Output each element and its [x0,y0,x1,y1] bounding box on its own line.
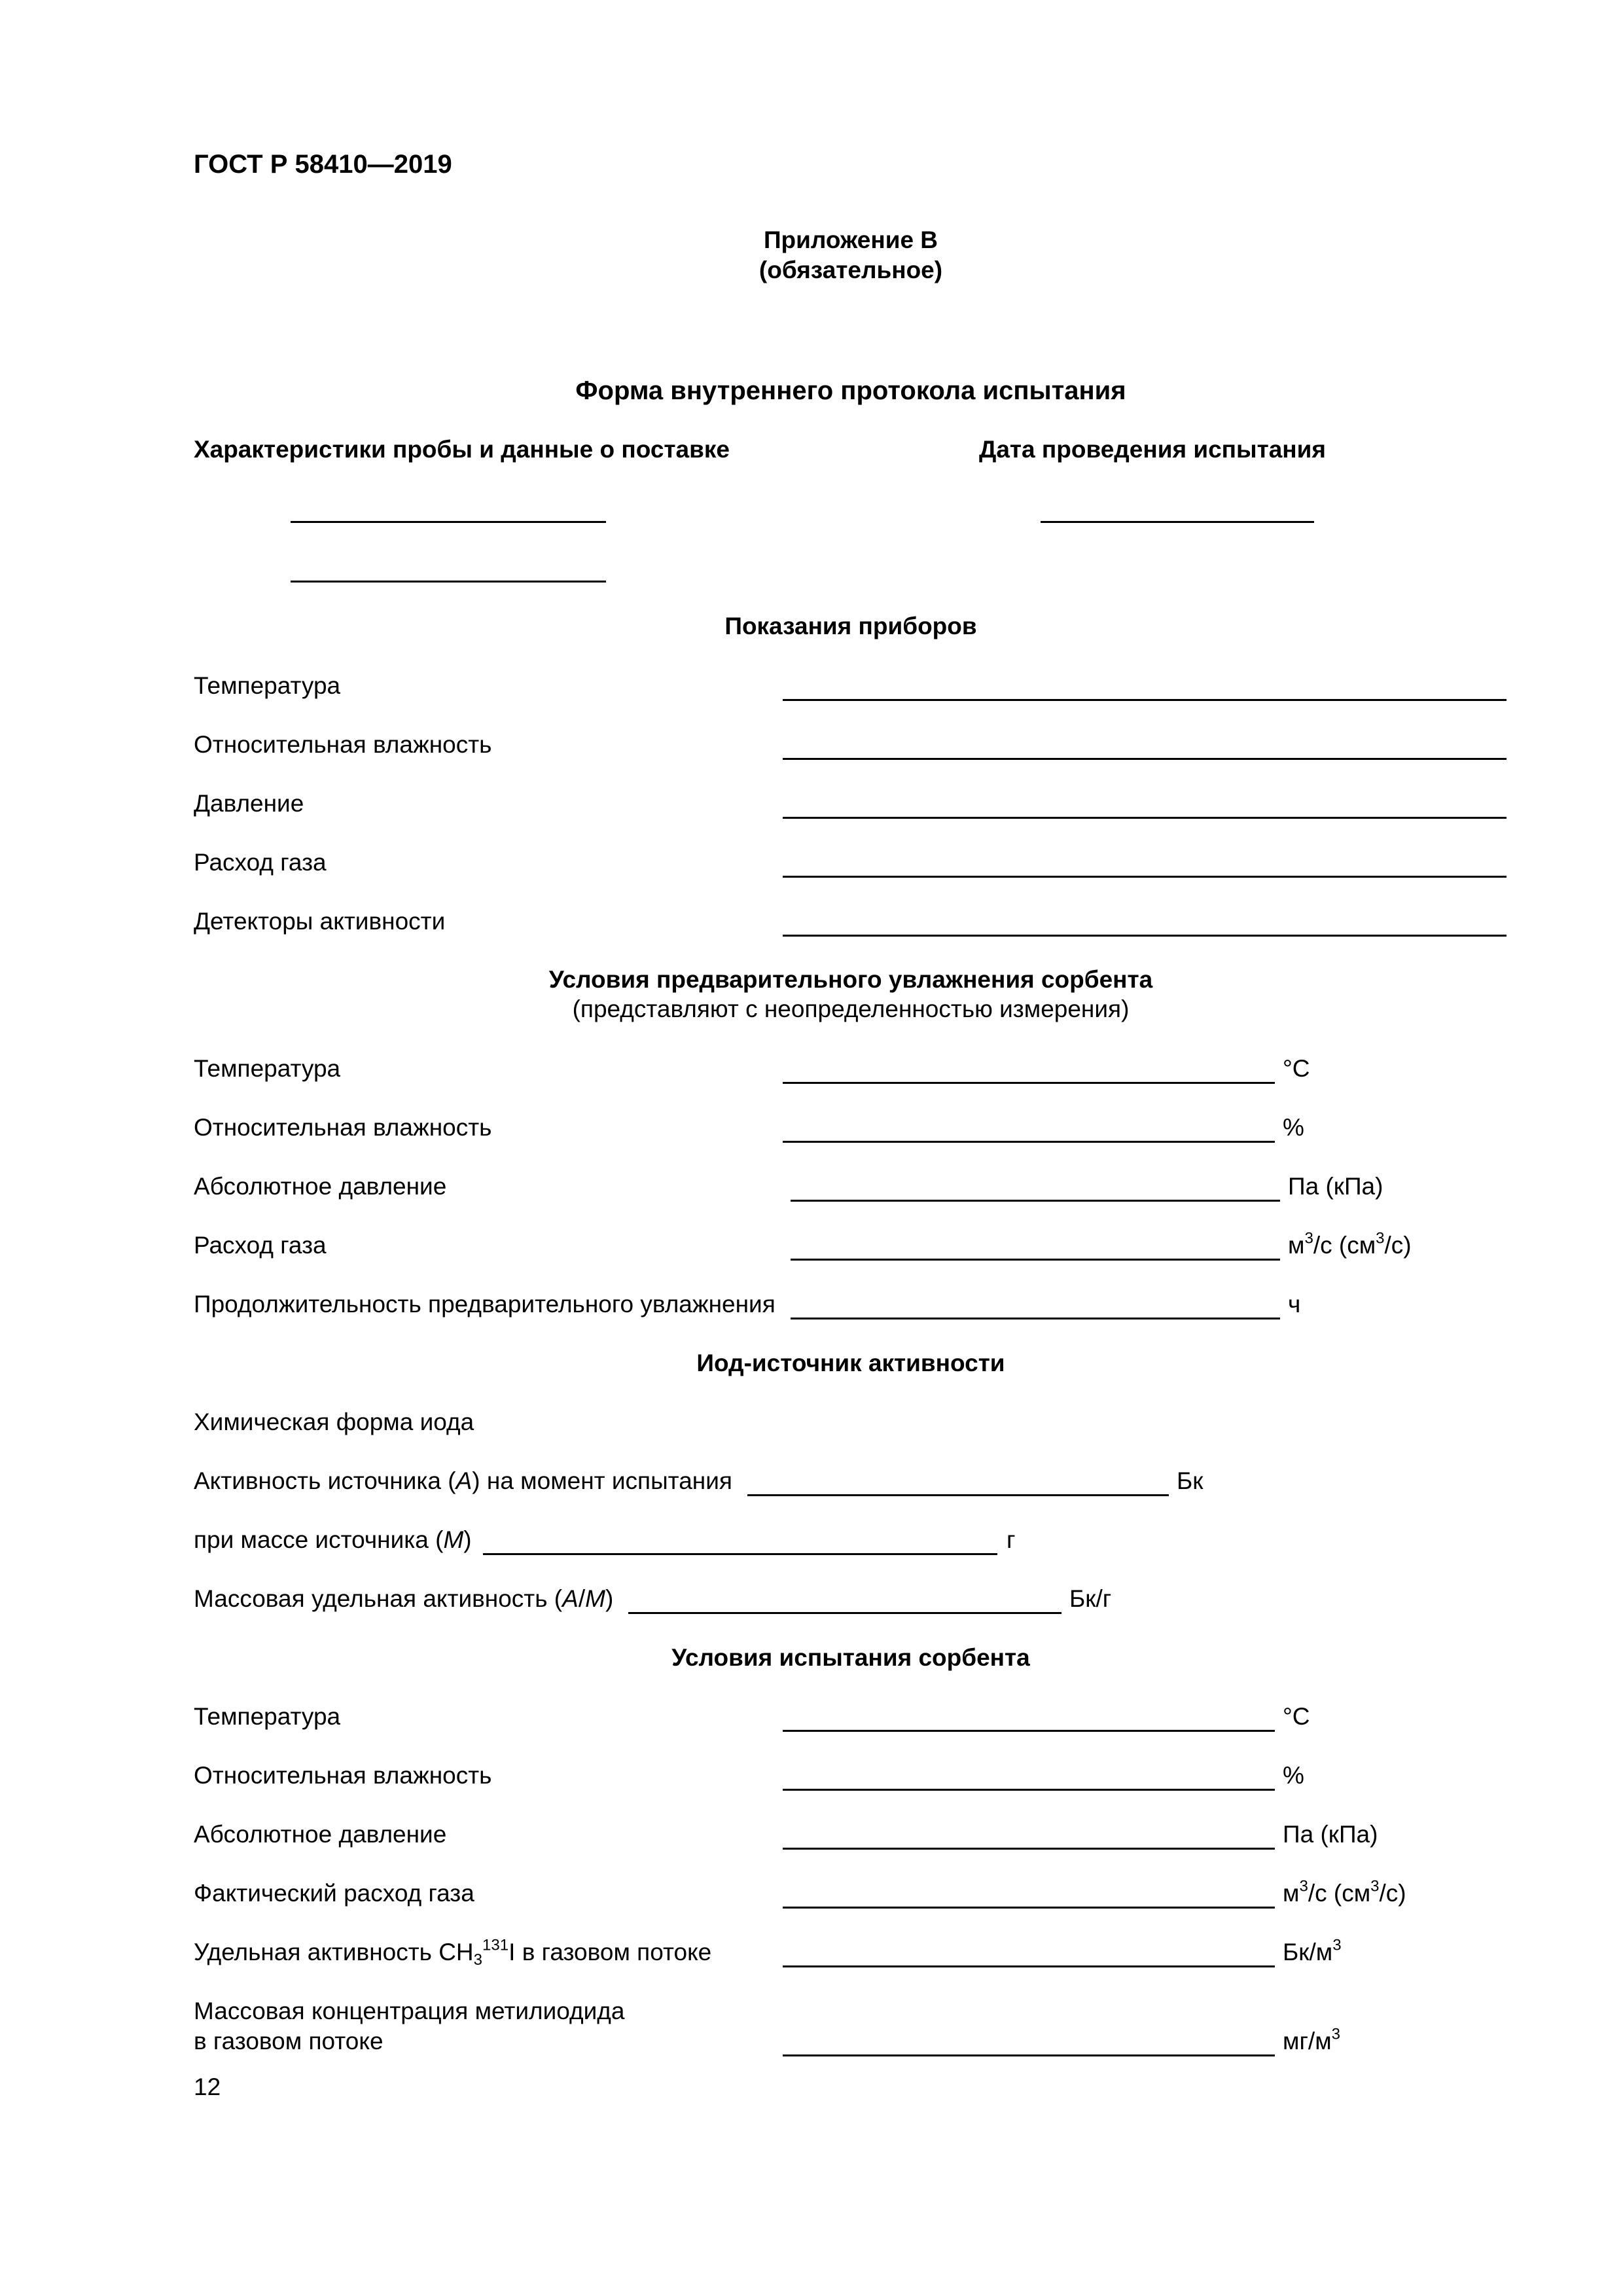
iodine-specific-activity-label: Массовая удельная активность (А/М) [194,1585,614,1612]
instruments-heading: Показания приборов [724,613,977,639]
iodine-activity-unit: Бк [1177,1467,1204,1494]
prehumid-label-duration: Продолжительность предварительного увлажнения [194,1291,776,1318]
sample-blank-2[interactable] [291,581,606,583]
test-label-pressure: Абсолютное давление [194,1821,447,1848]
iodine-specific-activity-unit: Бк/г [1069,1585,1112,1612]
prehumid-blank-duration[interactable] [791,1318,1280,1319]
document-id: ГОСТ Р 58410—2019 [194,150,452,179]
instrument-blank-pressure[interactable] [783,817,1507,819]
form-title: Форма внутреннего протокола испытания [575,376,1126,405]
prehumid-blank-temperature[interactable] [783,1082,1275,1084]
iodine-mass-label: при массе источника (М) [194,1526,472,1553]
test-unit-humidity: % [1283,1762,1304,1789]
iodine-chemical-form-label: Химическая форма иода [194,1408,474,1435]
sample-heading: Характеристики пробы и данные о поставке [194,436,730,463]
instrument-blank-temperature[interactable] [783,699,1507,701]
iodine-mass-blank[interactable] [483,1553,997,1555]
prehumid-unit-gas-flow: $м^3/с$ $(см^3/с)$ [1288,1229,1412,1259]
instrument-label-temperature: Температура [194,672,341,699]
test-label-specific-activity: Удельная активность $CH_3^{131}I$ в газовом потоке [194,1936,712,1969]
test-blank-specific-activity[interactable] [783,1965,1275,1967]
iodine-specific-activity-blank[interactable] [628,1612,1061,1614]
appendix-status: (обязательное) [758,257,943,283]
prehumid-unit-humidity: % [1283,1114,1304,1141]
sample-blank-1[interactable] [291,521,606,523]
test-label-mass-concentration-line1: Массовая концентрация метилиодида [194,1998,625,2024]
test-unit-pressure: Па (кПа) [1283,1821,1378,1848]
instrument-label-pressure: Давление [194,790,304,817]
instrument-label-gas-flow: Расход газа [194,849,327,876]
prehumid-label-gas-flow: Расход газа [194,1232,327,1259]
iodine-activity-blank[interactable] [747,1494,1169,1496]
prehumid-unit-temperature: °С [1283,1055,1310,1082]
iodine-activity-label: Активность источника (А) на момент испытания [194,1467,732,1494]
test-blank-gas-flow[interactable] [783,1907,1275,1909]
instrument-blank-gas-flow[interactable] [783,876,1507,878]
prehumid-blank-pressure[interactable] [791,1200,1280,1202]
iodine-heading: Иод-источник активности [696,1350,1005,1376]
test-blank-pressure[interactable] [783,1848,1275,1850]
prehumid-label-pressure: Абсолютное давление [194,1173,447,1200]
prehumid-label-humidity: Относительная влажность [194,1114,492,1141]
prehumid-blank-humidity[interactable] [783,1141,1275,1143]
test-unit-specific-activity: $Бк/м^3$ [1283,1936,1342,1965]
test-label-humidity: Относительная влажность [194,1762,492,1789]
instrument-label-detectors: Детекторы активности [194,908,446,935]
test-conditions-heading: Условия испытания сорбента [671,1644,1030,1671]
test-label-gas-flow: Фактический расход газа [194,1880,474,1907]
instrument-label-humidity: Относительная влажность [194,731,492,758]
test-blank-humidity[interactable] [783,1789,1275,1791]
instrument-blank-humidity[interactable] [783,758,1507,760]
test-label-temperature: Температура [194,1703,341,1730]
test-blank-temperature[interactable] [783,1730,1275,1732]
test-unit-temperature: °С [1283,1703,1310,1730]
test-label-mass-concentration-line2: в газовом потоке [194,2028,383,2054]
prehumid-unit-duration: ч [1288,1291,1301,1318]
prehumid-unit-pressure: Па (кПа) [1288,1173,1383,1200]
prehumid-label-temperature: Температура [194,1055,341,1082]
test-unit-gas-flow: $м^3/с$ $(см^3/с)$ [1283,1877,1406,1907]
instrument-blank-detectors[interactable] [783,935,1507,937]
test-unit-mass-concentration: $мг/м^3$ [1283,2025,1341,2054]
prehumid-blank-gas-flow[interactable] [791,1259,1280,1261]
page-number: 12 [194,2073,221,2100]
appendix-title: Приложение В [763,226,938,253]
test-blank-mass-concentration[interactable] [783,2054,1275,2056]
prehumid-heading: Условия предварительного увлажнения сорбента [548,966,1153,993]
test-date-heading: Дата проведения испытания [979,436,1326,463]
prehumid-subheading: (представляют с неопределенностью измерения) [572,996,1130,1022]
iodine-mass-unit: г [1007,1526,1016,1553]
test-date-blank[interactable] [1041,521,1314,523]
